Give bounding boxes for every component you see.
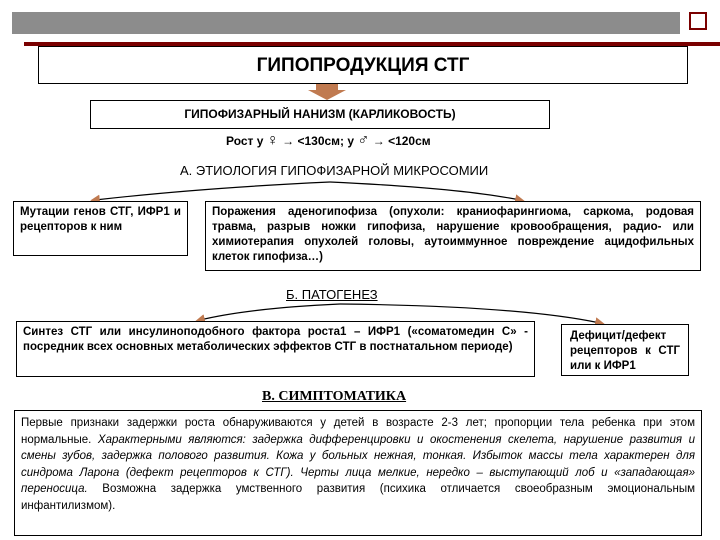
section-a-heading: А. ЭТИОЛОГИЯ ГИПОФИЗАРНОЙ МИКРОСОМИИ: [180, 163, 489, 178]
male-height-value: → <120см: [372, 134, 431, 148]
pathogenesis-receptor-box: Дефицит/дефект рецепторов к СТГ или к ИФР1: [561, 324, 689, 376]
section-b-heading: Б. ПАТОГЕНЕЗ: [286, 287, 378, 302]
arrow-b-left: [200, 304, 340, 320]
arrow-a-left: [95, 182, 330, 200]
female-height-value: → <130см; у: [282, 134, 355, 148]
symptoms-box: [14, 410, 702, 536]
symptoms-text-1: Первые признаки задержки роста обнаруживаются у детей в возрасте 2-3 лет; пропорции тела ребенка при этом нормальные.: [21, 417, 695, 446]
arrow-a-right: [330, 182, 520, 200]
female-symbol-icon: ♀: [266, 132, 279, 149]
height-line: [226, 132, 431, 150]
symptoms-text-2: Возможна задержка умственного развития (психика отличается своеобразным эмоциональным инфантилизмом).: [21, 483, 695, 512]
pathogenesis-synthesis-box: Синтез СТГ или инсулиноподобного фактора роста1 – ИФР1 («соматомедин С» - посредник всех основных метаболических эффектов СТГ в постнатальном периоде): [16, 321, 535, 377]
section-v-heading: В. СИМПТОМАТИКА: [262, 389, 407, 404]
subtitle-box: ГИПОФИЗАРНЫЙ НАНИЗМ (КАРЛИКОВОСТЬ): [90, 100, 550, 129]
etiology-pituitary-box: Поражения аденогипофиза (опухоли: краниофарингиома, саркома, родовая травма, разрыв ножки гипофиза, нарушение кровообращения, радио- или химиотерапия опухолей головы, аутоиммунное повреждение ацидофильных клеток гипофиза…): [205, 201, 701, 271]
male-symbol-icon: ♂: [357, 132, 370, 149]
page-title: ГИПОПРОДУКЦИЯ СТГ: [38, 46, 688, 84]
height-prefix: Рост у: [226, 134, 264, 148]
symptoms-text-italic: Характерными являются: задержка дифференцировки и окостенения скелета, нарушение развития и смены зубов, задержка полового развития. Кожа у больных нежная, тонкая. Избыток массы тела характерен для синдрома Ларона (дефект рецепторов к СТГ). Черты лица мелкие, нередко – выступающий лоб и «западающая» переносица.: [21, 433, 695, 495]
title-arrow-head: [308, 90, 346, 100]
etiology-genetic-box: Мутации генов СТГ, ИФР1 и рецепторов к ним: [13, 201, 188, 256]
